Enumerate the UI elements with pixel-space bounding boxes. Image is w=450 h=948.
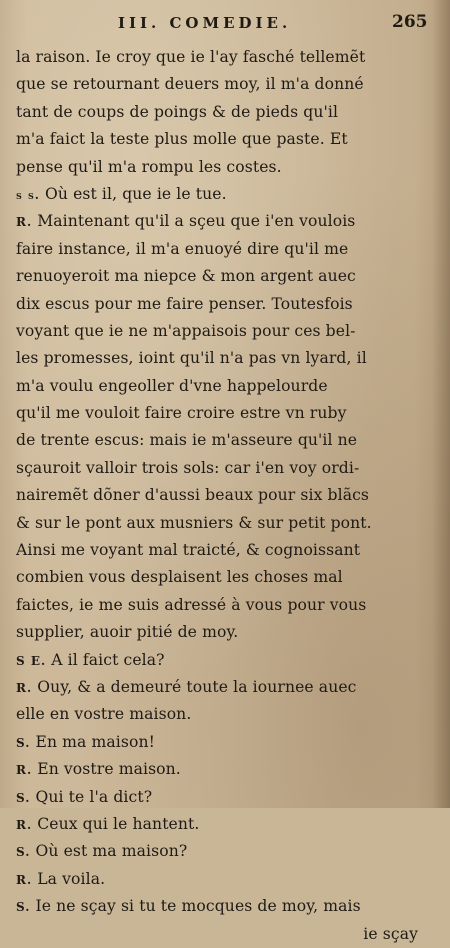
page-header (0, 10, 450, 40)
text-line (16, 537, 426, 564)
line-text: elle en vostre maison. (16, 705, 192, 724)
text-line (16, 482, 426, 509)
text-line (16, 510, 426, 537)
line-text: Ainsi me voyant mal traicté, & cognoissant (16, 541, 361, 560)
speaker-label: R. (16, 817, 33, 832)
text-line (16, 373, 426, 400)
text-line (16, 181, 426, 208)
speaker-label: R. (16, 763, 33, 778)
text-line (16, 236, 426, 263)
line-text: La voila. (32, 869, 106, 888)
line-text: Ouy, & a demeuré toute la iournee auec (32, 677, 357, 696)
page-edge-shadow (432, 0, 450, 808)
line-text: supplier, auoir pitié de moy. (16, 623, 239, 642)
line-text: m'a faict la teste plus molle que paste. Et (16, 130, 348, 149)
line-text: que se retournant deuers moy, il m'a donné (16, 75, 364, 94)
line-text: faictes, ie me suis adressé à vous pour vous (16, 595, 367, 614)
text-line (16, 756, 426, 783)
catchword: ie sçay (363, 924, 418, 943)
line-text: dix escus pour me faire penser. Toutesfois (16, 294, 353, 313)
line-text: Où est il, que ie le tue. (39, 184, 227, 203)
line-text: renuoyeroit ma niepce & mon argent auec (16, 267, 356, 286)
text-line (16, 784, 426, 811)
text-line (16, 208, 426, 235)
speaker-label: S. (16, 735, 31, 750)
text-line (16, 729, 426, 756)
text-line (16, 592, 426, 619)
text-line (16, 263, 426, 290)
line-text: les promesses, ioint qu'il n'a pas vn lyard, il (16, 349, 367, 368)
line-text: m'a voulu engeoller d'vne happelourde (16, 376, 328, 395)
text-line (16, 291, 426, 318)
line-text: combien vous desplaisent les choses mal (16, 568, 343, 587)
speaker-label: S. (16, 900, 31, 915)
text-line (16, 154, 426, 181)
text-line (16, 674, 426, 701)
line-text: En ma maison! (30, 732, 155, 751)
text-line (16, 838, 426, 865)
line-text: voyant que ie ne m'appaisois pour ces bel- (16, 321, 356, 340)
speaker-label: R. (16, 680, 33, 695)
speaker-label: S. (16, 790, 31, 805)
text-line (16, 647, 426, 674)
line-text: A il faict cela? (46, 650, 165, 669)
running-head: III. COMEDIE. (118, 14, 292, 32)
speaker-label: S. (16, 845, 31, 860)
line-text: faire instance, il m'a enuoyé dire qu'il me (16, 239, 349, 258)
text-line (16, 99, 426, 126)
text-block (16, 44, 426, 948)
speaker-label: R. (16, 872, 33, 887)
text-line (16, 400, 426, 427)
text-line (16, 811, 426, 838)
text-line (16, 345, 426, 372)
line-text: tant de coups de poings & de pieds qu'il (16, 102, 339, 121)
line-text: Ceux qui le hantent. (32, 814, 200, 833)
speaker-label: S E. (16, 653, 47, 668)
speaker-label: s s. (16, 187, 40, 202)
line-text: la raison. Ie croy que ie l'ay fasché tellemẽt (16, 48, 366, 66)
text-line (16, 893, 426, 920)
text-line (16, 619, 426, 646)
text-line (16, 126, 426, 153)
line-text: Où est ma maison? (30, 842, 188, 861)
line-text: sçauroit valloir trois sols: car i'en voy ordi- (16, 458, 360, 477)
text-line (16, 427, 426, 454)
line-text: Qui te l'a dict? (30, 787, 153, 806)
text-line (16, 44, 426, 71)
text-line (16, 564, 426, 591)
text-line (16, 866, 426, 893)
text-line (16, 455, 426, 482)
text-line (16, 318, 426, 345)
text-line (16, 71, 426, 98)
speaker-label: R. (16, 215, 33, 230)
line-text: En vostre maison. (32, 760, 181, 779)
line-text: qu'il me vouloit faire croire estre vn ruby (16, 404, 347, 423)
page-number: 265 (392, 12, 428, 32)
line-text: & sur le pont aux musniers & sur petit pont. (16, 513, 372, 532)
line-text: de trente escus: mais ie m'asseure qu'il ne (16, 431, 358, 450)
line-text: nairemẽt dõner d'aussi beaux pour six blãcs (16, 486, 370, 505)
line-text: pense qu'il m'a rompu les costes. (16, 157, 282, 176)
text-line (16, 701, 426, 728)
line-text: Maintenant qu'il a sçeu que i'en voulois (32, 212, 356, 231)
line-text: Ie ne sçay si tu te mocques de moy, mais (30, 897, 361, 916)
